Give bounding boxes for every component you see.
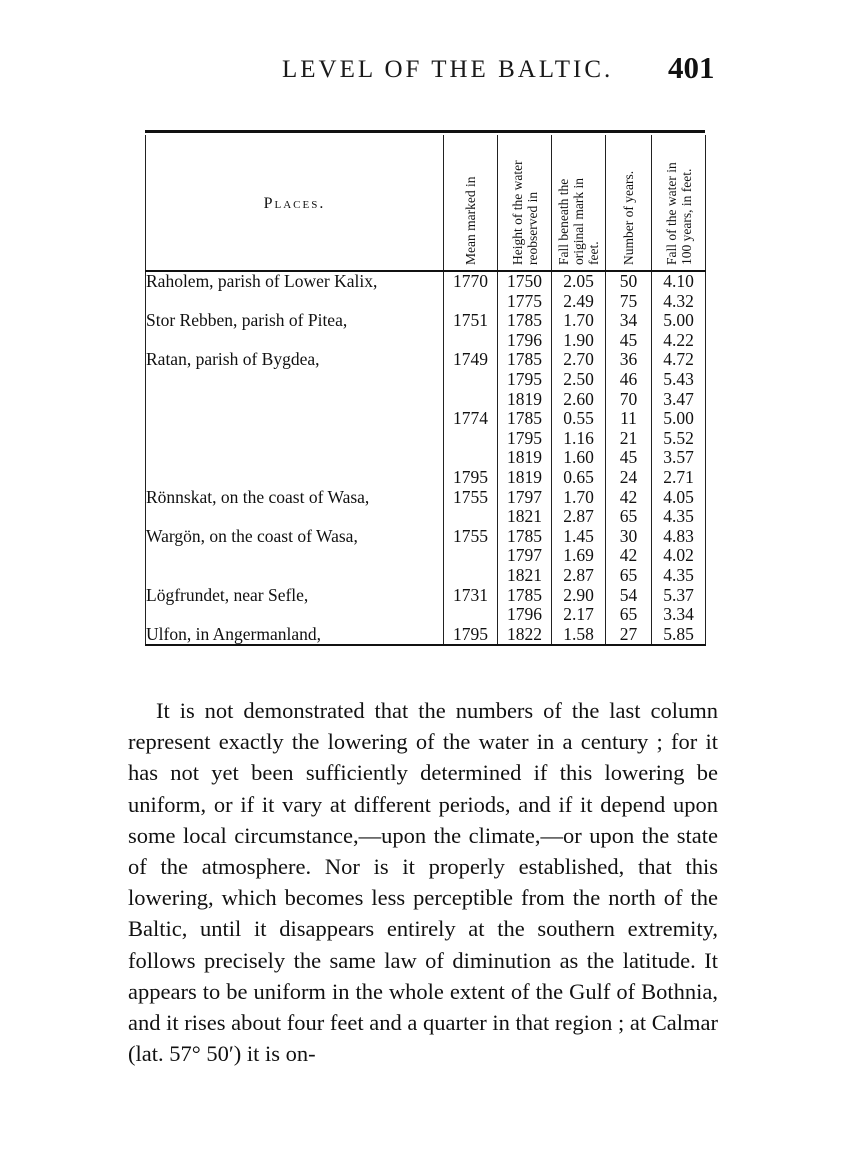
mean-marked-cell: 1755 — [444, 527, 498, 547]
mean-marked-cell — [444, 292, 498, 312]
column-header-fall-beneath: Fall beneath the original mark in feet. — [552, 135, 606, 271]
fall-per-century-cell: 4.02 — [652, 546, 706, 566]
table-row — [146, 468, 706, 488]
reobserved-cell: 1785 — [498, 586, 552, 606]
body-text — [128, 695, 718, 1069]
running-title: LEVEL OF THE BALTIC. — [282, 56, 614, 83]
fall-cell: 2.17 — [552, 605, 606, 625]
mean-marked-cell: 1751 — [444, 311, 498, 331]
mean-marked-cell: 1749 — [444, 350, 498, 370]
reobserved-cell: 1785 — [498, 311, 552, 331]
years-cell: 30 — [606, 527, 652, 547]
years-cell: 65 — [606, 507, 652, 527]
fall-per-century-cell: 5.43 — [652, 370, 706, 390]
fall-per-century-cell: 5.00 — [652, 311, 706, 331]
fall-cell: 1.58 — [552, 625, 606, 646]
place-cell — [146, 331, 444, 351]
fall-per-century-cell: 3.47 — [652, 390, 706, 410]
place-cell — [146, 566, 444, 586]
years-cell: 54 — [606, 586, 652, 606]
body-paragraph: It is not demonstrated that the numbers of the last column represent exactly the lowering of the water in a century ; for it has not yet been sufficiently determined if this lowering be uniform, or if it vary at different periods, and if it depend upon some local circumstance,—upon the climate,—or upon the state of the atmosphere. Nor is it properly established, that this lowering, which becomes less perceptible from the north of the Baltic, until it disappears entirely at the southern extremity, follows precisely the same law of diminution as the latitude. It appears to be uniform in the whole extent of the Gulf of Bothnia, and it rises about four feet and a quarter in that region ; at Calmar (lat. 57° 50′) it is on- — [128, 698, 718, 1067]
mean-marked-cell — [444, 448, 498, 468]
place-cell: Rönnskat, on the coast of Wasa, — [146, 488, 444, 508]
years-cell: 70 — [606, 390, 652, 410]
mean-marked-cell — [444, 370, 498, 390]
fall-per-century-cell: 4.10 — [652, 271, 706, 292]
years-cell: 21 — [606, 429, 652, 449]
years-cell: 42 — [606, 488, 652, 508]
reobserved-cell: 1819 — [498, 390, 552, 410]
mean-marked-cell: 1731 — [444, 586, 498, 606]
column-header-places: Places. — [146, 135, 444, 271]
fall-cell: 1.90 — [552, 331, 606, 351]
place-cell: Ulfon, in Angermanland, — [146, 625, 444, 646]
mean-marked-cell — [444, 390, 498, 410]
reobserved-cell: 1797 — [498, 546, 552, 566]
table-body — [146, 271, 706, 645]
reobserved-cell: 1750 — [498, 271, 552, 292]
place-cell — [146, 507, 444, 527]
fall-cell: 1.69 — [552, 546, 606, 566]
years-cell: 34 — [606, 311, 652, 331]
fall-cell: 2.49 — [552, 292, 606, 312]
mean-marked-cell — [444, 566, 498, 586]
table-row — [146, 507, 706, 527]
fall-cell: 2.87 — [552, 566, 606, 586]
reobserved-cell: 1785 — [498, 527, 552, 547]
table-row — [146, 350, 706, 370]
place-cell: Wargön, on the coast of Wasa, — [146, 527, 444, 547]
fall-cell: 2.70 — [552, 350, 606, 370]
fall-per-century-cell: 2.71 — [652, 468, 706, 488]
table-row — [146, 429, 706, 449]
table-row — [146, 331, 706, 351]
reobserved-cell: 1821 — [498, 507, 552, 527]
place-cell — [146, 605, 444, 625]
column-header-fall-per-century: Fall of the water in 100 years, in feet. — [652, 135, 706, 271]
reobserved-cell: 1785 — [498, 350, 552, 370]
reobserved-cell: 1797 — [498, 488, 552, 508]
table-row — [146, 527, 706, 547]
reobserved-cell: 1785 — [498, 409, 552, 429]
fall-per-century-cell: 4.35 — [652, 507, 706, 527]
table-row — [146, 566, 706, 586]
years-cell: 65 — [606, 566, 652, 586]
fall-cell: 2.50 — [552, 370, 606, 390]
reobserved-cell: 1795 — [498, 370, 552, 390]
fall-per-century-cell: 5.52 — [652, 429, 706, 449]
fall-cell: 2.05 — [552, 271, 606, 292]
years-cell: 45 — [606, 448, 652, 468]
reobserved-cell: 1822 — [498, 625, 552, 646]
years-cell: 50 — [606, 271, 652, 292]
table-row — [146, 271, 706, 292]
place-cell — [146, 448, 444, 468]
fall-cell: 1.70 — [552, 488, 606, 508]
table-row — [146, 409, 706, 429]
page-number: 401 — [668, 50, 715, 85]
place-cell — [146, 546, 444, 566]
fall-per-century-cell: 4.83 — [652, 527, 706, 547]
table-top-rule — [145, 130, 705, 133]
fall-per-century-cell: 5.37 — [652, 586, 706, 606]
years-cell: 24 — [606, 468, 652, 488]
mean-marked-cell: 1770 — [444, 271, 498, 292]
column-header-mean-marked: Mean marked in — [444, 135, 498, 271]
table-row — [146, 311, 706, 331]
table-row — [146, 625, 706, 646]
place-cell — [146, 409, 444, 429]
mean-marked-cell: 1795 — [444, 468, 498, 488]
fall-per-century-cell: 4.22 — [652, 331, 706, 351]
mean-marked-cell — [444, 546, 498, 566]
table-row — [146, 586, 706, 606]
table-row — [146, 292, 706, 312]
fall-per-century-cell: 5.85 — [652, 625, 706, 646]
place-cell: Stor Rebben, parish of Pitea, — [146, 311, 444, 331]
data-table — [145, 135, 706, 646]
fall-cell: 2.90 — [552, 586, 606, 606]
mean-marked-cell: 1755 — [444, 488, 498, 508]
fall-per-century-cell: 5.00 — [652, 409, 706, 429]
years-cell: 65 — [606, 605, 652, 625]
reobserved-cell: 1796 — [498, 605, 552, 625]
fall-cell: 1.60 — [552, 448, 606, 468]
mean-marked-cell — [444, 507, 498, 527]
place-cell — [146, 292, 444, 312]
years-cell: 36 — [606, 350, 652, 370]
place-cell — [146, 429, 444, 449]
table-header-row — [146, 135, 706, 271]
place-cell: Ratan, parish of Bygdea, — [146, 350, 444, 370]
table-row — [146, 390, 706, 410]
fall-cell: 0.65 — [552, 468, 606, 488]
years-cell: 46 — [606, 370, 652, 390]
fall-per-century-cell: 4.35 — [652, 566, 706, 586]
column-header-height-reobserved: Height of the water reobserved in — [498, 135, 552, 271]
reobserved-cell: 1795 — [498, 429, 552, 449]
place-cell — [146, 468, 444, 488]
mean-marked-cell — [444, 605, 498, 625]
mean-marked-cell: 1774 — [444, 409, 498, 429]
place-cell — [146, 390, 444, 410]
fall-per-century-cell: 4.72 — [652, 350, 706, 370]
column-header-number-of-years: Number of years. — [606, 135, 652, 271]
mean-marked-cell: 1795 — [444, 625, 498, 646]
fall-cell: 1.45 — [552, 527, 606, 547]
years-cell: 42 — [606, 546, 652, 566]
table-row — [146, 448, 706, 468]
mean-marked-cell — [444, 331, 498, 351]
place-cell: Raholem, parish of Lower Kalix, — [146, 271, 444, 292]
fall-cell: 1.16 — [552, 429, 606, 449]
years-cell: 27 — [606, 625, 652, 646]
reobserved-cell: 1775 — [498, 292, 552, 312]
fall-cell: 0.55 — [552, 409, 606, 429]
place-cell — [146, 370, 444, 390]
reobserved-cell: 1821 — [498, 566, 552, 586]
years-cell: 45 — [606, 331, 652, 351]
table-row — [146, 605, 706, 625]
years-cell: 11 — [606, 409, 652, 429]
fall-cell: 1.70 — [552, 311, 606, 331]
fall-per-century-cell: 3.34 — [652, 605, 706, 625]
reobserved-cell: 1819 — [498, 448, 552, 468]
fall-per-century-cell: 3.57 — [652, 448, 706, 468]
fall-per-century-cell: 4.05 — [652, 488, 706, 508]
place-cell: Lögfrundet, near Sefle, — [146, 586, 444, 606]
reobserved-cell: 1796 — [498, 331, 552, 351]
reobserved-cell: 1819 — [498, 468, 552, 488]
fall-cell: 2.60 — [552, 390, 606, 410]
mean-marked-cell — [444, 429, 498, 449]
fall-cell: 2.87 — [552, 507, 606, 527]
table-row — [146, 546, 706, 566]
page-header — [0, 50, 850, 90]
table-row — [146, 488, 706, 508]
years-cell: 75 — [606, 292, 652, 312]
fall-per-century-cell: 4.32 — [652, 292, 706, 312]
table-row — [146, 370, 706, 390]
